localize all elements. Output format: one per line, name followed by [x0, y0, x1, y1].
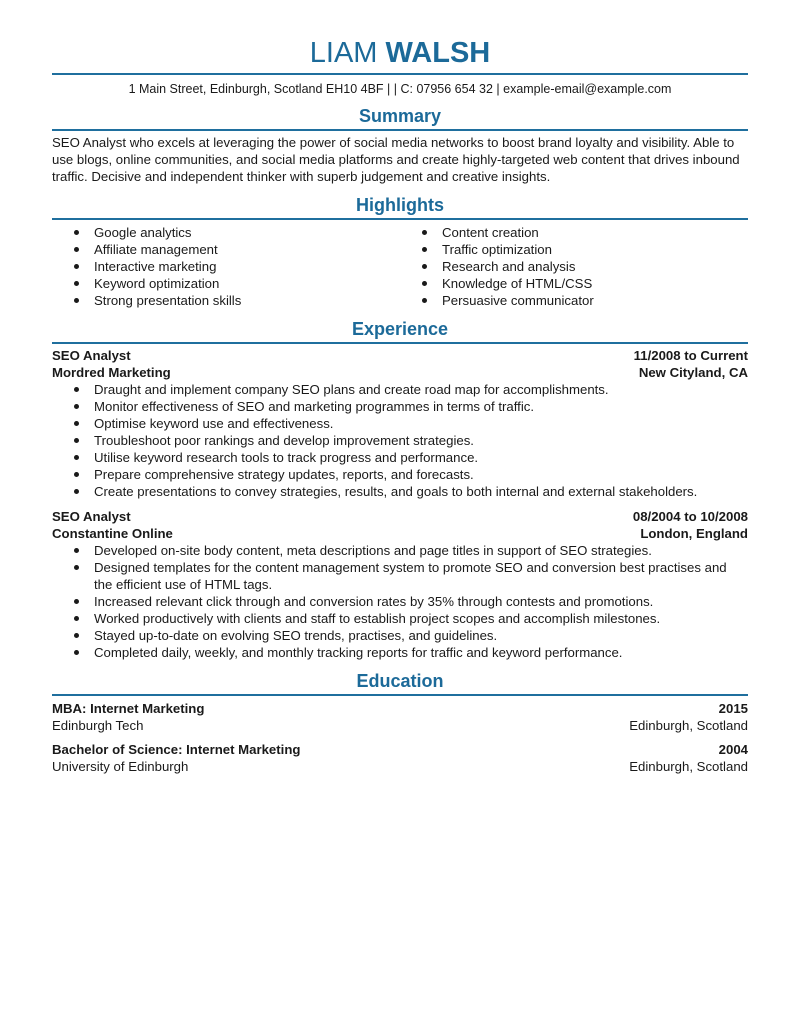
bullet-icon: [74, 230, 79, 235]
bullet-icon: [74, 264, 79, 269]
bullet-icon: [74, 548, 79, 553]
list-item-text: Stayed up-to-date on evolving SEO trends, practises, and guidelines.: [94, 628, 498, 643]
list-item-text: Draught and implement company SEO plans and create road map for accomplishments.: [94, 382, 609, 397]
education-section: [52, 670, 748, 775]
highlights-list: [52, 224, 748, 309]
job-dates: 08/2004 to 10/2008: [632, 509, 748, 524]
job-company-row: [52, 525, 748, 542]
school-row: [52, 758, 748, 775]
list-item-text: Completed daily, weekly, and monthly tracking reports for traffic and keyword performance.: [94, 645, 623, 660]
degree: [52, 741, 300, 758]
job-title: SEO Analyst: [52, 509, 131, 524]
list-item-text: Affiliate management: [94, 242, 218, 257]
degree-separator: :: [82, 701, 91, 716]
job-company-row: [52, 364, 748, 381]
bullet-icon: [74, 438, 79, 443]
degree-field: Internet Marketing: [186, 742, 301, 757]
school-name: University of Edinburgh: [52, 759, 189, 774]
job-company: Constantine Online: [52, 526, 173, 541]
bullet-icon: [74, 455, 79, 460]
list-item-text: Designed templates for the content management system to promote SEO and conversion best practises and the efficient use of HTML tags.: [94, 560, 727, 592]
bullet-icon: [74, 472, 79, 477]
list-item: [400, 258, 748, 275]
bullet-icon: [74, 247, 79, 252]
header-divider: [52, 73, 748, 75]
list-item-text: Developed on-site body content, meta descriptions and page titles in support of SEO strategies.: [94, 543, 652, 558]
list-item: [52, 224, 400, 241]
list-item-text: Content creation: [442, 225, 539, 240]
school-row: [52, 717, 748, 734]
list-item: [52, 381, 748, 398]
job-bullets: [52, 381, 748, 500]
last-name: WALSH: [385, 37, 491, 69]
list-item: [52, 275, 400, 292]
bullet-icon: [422, 298, 427, 303]
list-item: [52, 559, 748, 593]
list-item: [52, 258, 400, 275]
bullet-icon: [74, 650, 79, 655]
job-location: London, England: [640, 526, 748, 541]
education-entry: [52, 700, 748, 734]
list-item-text: Traffic optimization: [442, 242, 552, 257]
list-item: [400, 224, 748, 241]
section-title-highlights: Highlights: [356, 195, 444, 215]
bullet-icon: [74, 489, 79, 494]
list-item-text: Optimise keyword use and effectiveness.: [94, 416, 334, 431]
job-dates: 11/2008 to Current: [633, 348, 748, 363]
bullet-icon: [74, 404, 79, 409]
job-title: SEO Analyst: [52, 348, 131, 363]
list-item-text: Persuasive communicator: [442, 293, 594, 308]
first-name: LIAM: [309, 37, 378, 69]
school-location: Edinburgh, Scotland: [629, 718, 748, 733]
job-company: Mordred Marketing: [52, 365, 171, 380]
list-item-text: Increased relevant click through and conversion rates by 35% through contests and promotions.: [94, 594, 654, 609]
list-item-text: Google analytics: [94, 225, 192, 240]
bullet-icon: [74, 298, 79, 303]
section-divider: [52, 129, 748, 131]
list-item: [52, 398, 748, 415]
list-item-text: Keyword optimization: [94, 276, 220, 291]
list-item: [52, 432, 748, 449]
bullet-icon: [422, 281, 427, 286]
highlights-column-left: [52, 224, 400, 309]
list-item: [52, 542, 748, 559]
graduation-year: 2015: [718, 701, 748, 716]
list-item-text: Troubleshoot poor rankings and develop improvement strategies.: [94, 433, 474, 448]
degree-row: [52, 741, 748, 758]
degree-separator: :: [178, 742, 187, 757]
education-list: [52, 700, 748, 775]
resume-page: [52, 0, 748, 775]
section-divider: [52, 218, 748, 220]
job-title-row: [52, 508, 748, 525]
list-item: [52, 610, 748, 627]
list-item: [52, 483, 748, 500]
school-location: Edinburgh, Scotland: [629, 759, 748, 774]
summary-text: SEO Analyst who excels at leveraging the power of social media networks to boost brand loyalty and visibility. Able to use blogs, online communities, and social media platforms and create highly-targeted web content that drives inbound traffic. Decisive and independent thinker with superb judgement and creative insights.: [52, 135, 740, 184]
list-item: [52, 292, 400, 309]
job-title-row: [52, 347, 748, 364]
list-item-text: Interactive marketing: [94, 259, 217, 274]
bullet-icon: [74, 565, 79, 570]
section-title-experience: Experience: [351, 319, 449, 339]
section-title-summary: Summary: [358, 106, 442, 126]
list-item: [52, 466, 748, 483]
candidate-name: [52, 36, 748, 70]
list-item: [400, 275, 748, 292]
list-item: [52, 241, 400, 258]
list-item-text: Strong presentation skills: [94, 293, 242, 308]
school-name: Edinburgh Tech: [52, 718, 144, 733]
section-divider: [52, 342, 748, 344]
list-item-text: Create presentations to convey strategies, results, and goals to both internal and external stakeholders.: [94, 484, 698, 499]
list-item: [52, 415, 748, 432]
bullet-icon: [74, 421, 79, 426]
degree-row: [52, 700, 748, 717]
job-entry: [52, 347, 748, 500]
list-item: [52, 627, 748, 644]
education-entry: [52, 741, 748, 775]
degree: [52, 700, 204, 717]
list-item-text: Worked productively with clients and staff to establish project scopes and accomplish milestones.: [94, 611, 661, 626]
list-item-text: Knowledge of HTML/CSS: [442, 276, 593, 291]
bullet-icon: [74, 616, 79, 621]
experience-section: [52, 318, 748, 661]
job-list: [52, 347, 748, 661]
degree-field: Internet Marketing: [90, 701, 205, 716]
job-entry: [52, 508, 748, 661]
list-item-text: Prepare comprehensive strategy updates, reports, and forecasts.: [94, 467, 474, 482]
job-location: New Cityland, CA: [638, 365, 748, 380]
degree-name: MBA: [52, 701, 83, 716]
contact-info: 1 Main Street, Edinburgh, Scotland EH10 4BF | | C: 07956 654 32 | example-email@example.com: [128, 82, 672, 96]
list-item-text: Monitor effectiveness of SEO and marketing programmes in terms of traffic.: [94, 399, 535, 414]
list-item: [400, 292, 748, 309]
bullet-icon: [74, 599, 79, 604]
list-item: [52, 449, 748, 466]
highlights-column-right: [400, 224, 748, 309]
bullet-icon: [422, 247, 427, 252]
section-divider: [52, 694, 748, 696]
bullet-icon: [74, 281, 79, 286]
bullet-icon: [74, 387, 79, 392]
bullet-icon: [422, 264, 427, 269]
list-item-text: Research and analysis: [442, 259, 576, 274]
bullet-icon: [422, 230, 427, 235]
list-item: [52, 593, 748, 610]
summary-section: [52, 105, 748, 185]
bullet-icon: [74, 633, 79, 638]
job-bullets: [52, 542, 748, 661]
list-item: [52, 644, 748, 661]
highlights-section: [52, 194, 748, 309]
list-item-text: Utilise keyword research tools to track progress and performance.: [94, 450, 479, 465]
degree-name: Bachelor of Science: [52, 742, 179, 757]
graduation-year: 2004: [718, 742, 748, 757]
list-item: [400, 241, 748, 258]
section-title-education: Education: [356, 671, 444, 691]
